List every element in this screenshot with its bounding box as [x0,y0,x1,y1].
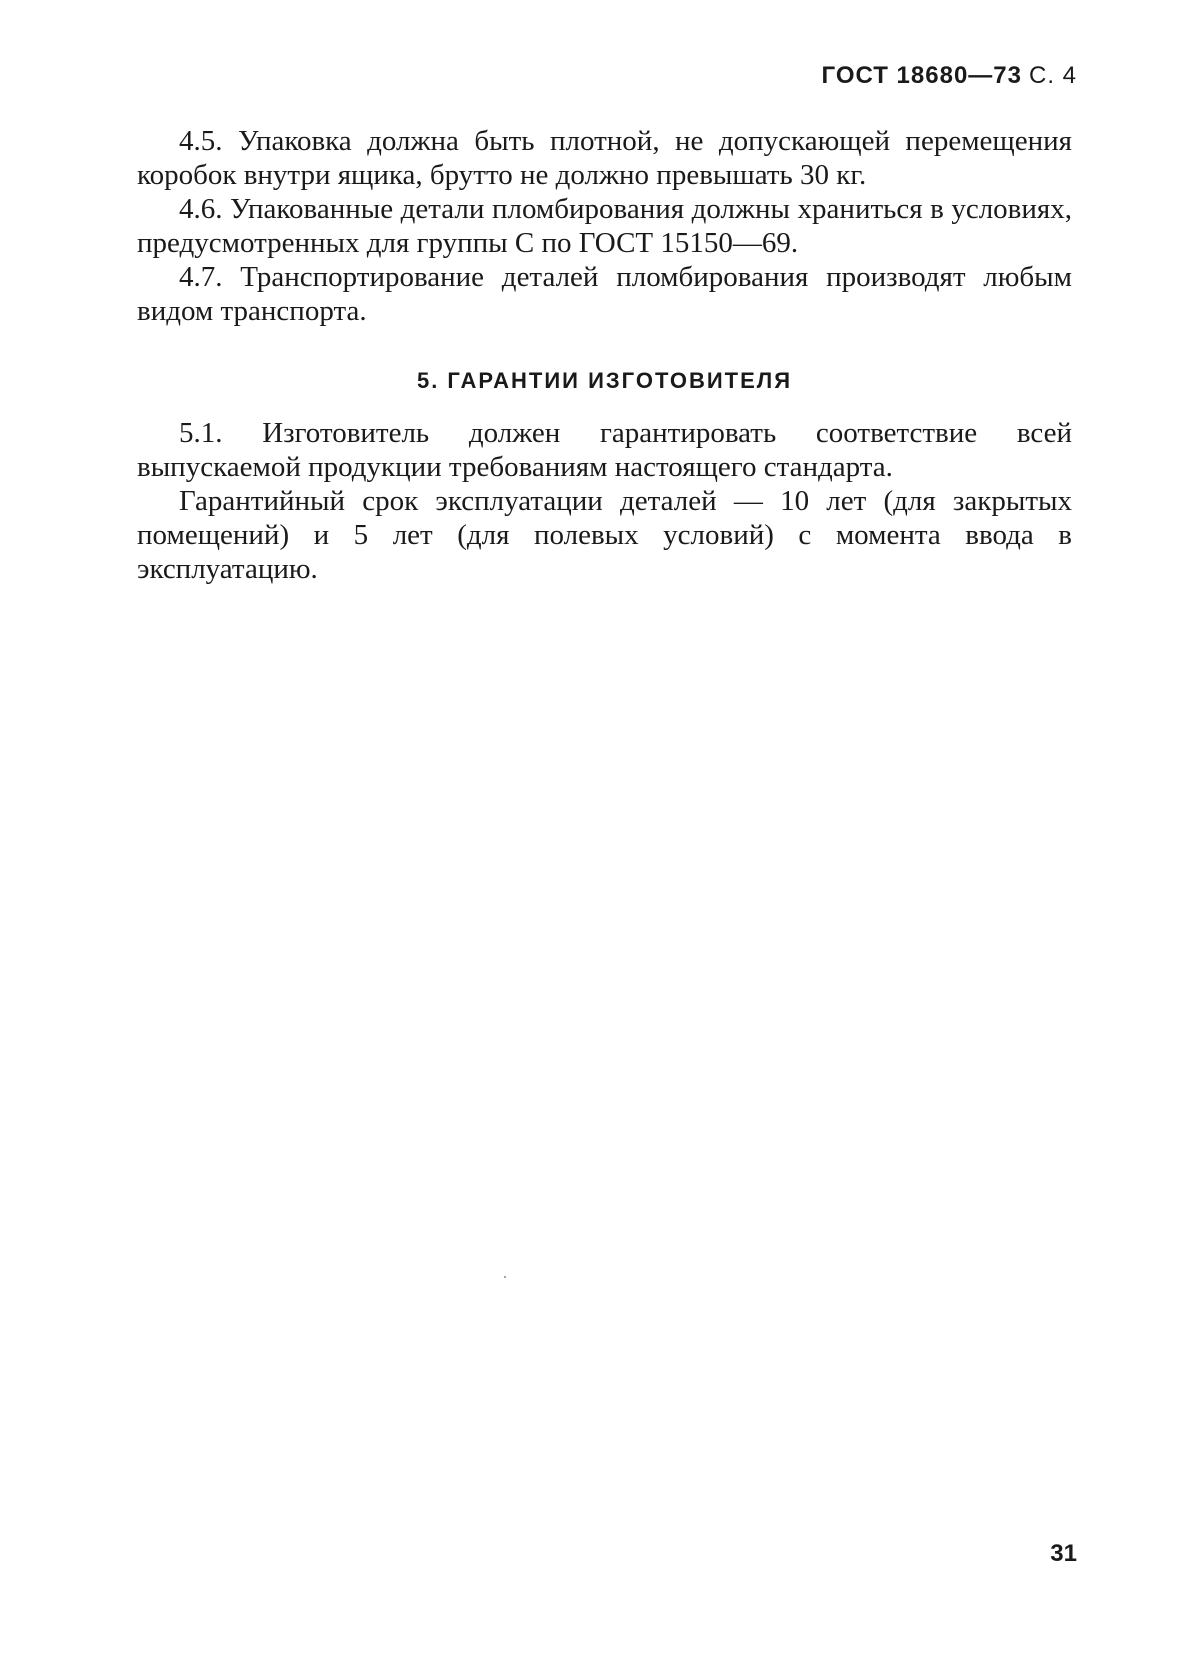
paragraph-warranty-period: Гарантийный срок эксплуатации деталей — 10 лет (для закрытых помещений) и 5 лет (для полевых условий) с момента ввода в эксплуатацию. [137,485,1072,585]
section-5-title: 5. ГАРАНТИИ ИЗГОТОВИТЕЛЯ [416,368,793,393]
paragraph-4-6: 4.6. Упакованные детали пломбирования должны храниться в условиях, предусмотренных для группы С по ГОСТ 15150—69. [137,193,1072,259]
page-number: 31 [1050,1540,1077,1567]
paragraph-4-7: 4.7. Транспортирование деталей пломбирования производят любым видом транспорта. [137,261,1072,327]
document-body [137,124,1072,586]
paragraph-5-1: 5.1. Изготовитель должен гарантировать соответствие всей выпускаемой продукции требованиям настоящего стандарта. [137,417,1072,483]
paragraph-4-5: 4.5. Упаковка должна быть плотной, не допускающей перемещения коробок внутри ящика, брутто не должно превышать 30 кг. [137,125,1072,191]
scan-speck [504,1276,506,1278]
page-header [822,62,1077,90]
page-reference: С. 4 [1028,62,1077,89]
standard-designation: ГОСТ 18680—73 [821,62,1022,89]
